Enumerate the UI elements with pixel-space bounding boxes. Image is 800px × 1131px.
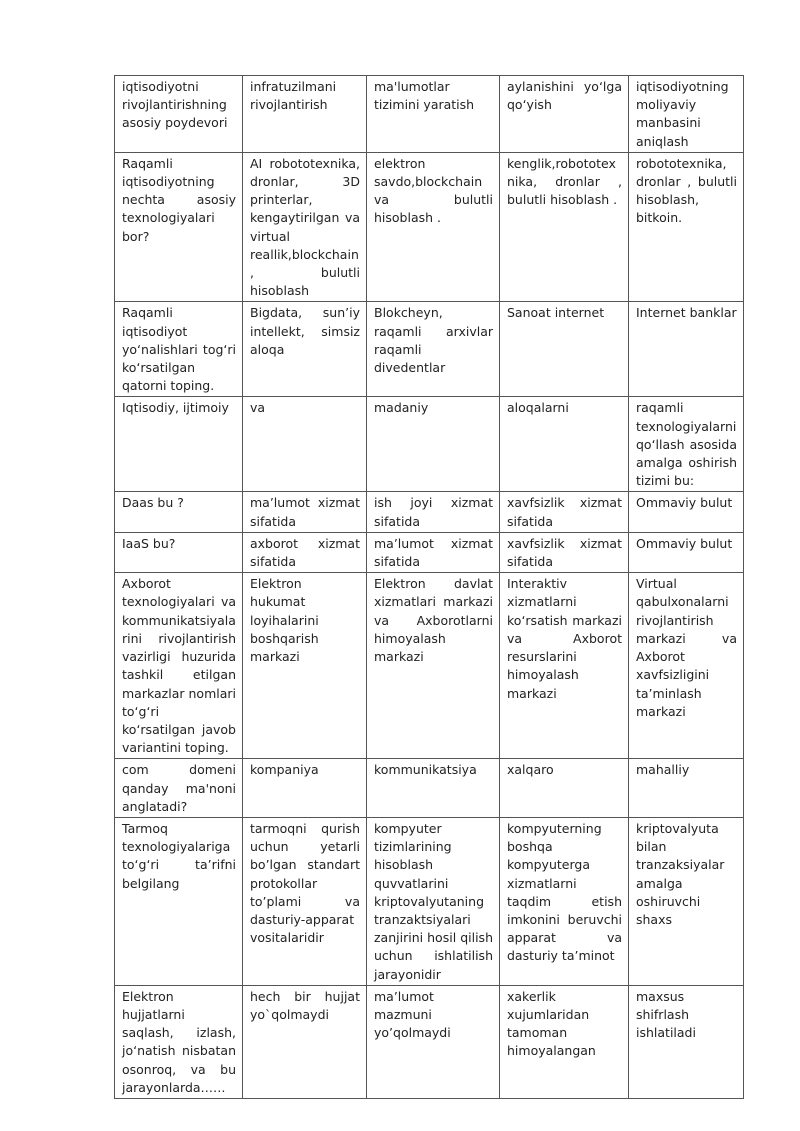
- answer-option-text: xavfsizlik xizmat sifatida: [507, 495, 622, 529]
- answer-option-text: maxsus shifrlash ishlatiladi: [636, 988, 696, 1041]
- answer-option-cell: [500, 302, 629, 397]
- table-row: [115, 985, 744, 1098]
- answer-option-text: Bigdata, sun’iy intellekt, simsiz aloqa: [250, 305, 360, 357]
- answer-option-cell: [629, 76, 744, 153]
- answer-option-cell: [629, 152, 744, 302]
- answer-option-cell: [243, 573, 367, 759]
- answer-option-cell: [243, 492, 367, 532]
- table-row: [115, 573, 744, 759]
- answer-option-cell: [500, 985, 629, 1098]
- answer-option-text: xavfsizlik xizmat sifatida: [507, 535, 622, 570]
- answer-option-cell: [243, 985, 367, 1098]
- answer-option-cell: [629, 985, 744, 1098]
- answer-option-text: va: [250, 400, 266, 416]
- answer-option-text: xakerlik xujumlaridan tamoman himoyalangan: [507, 988, 596, 1059]
- answer-option-cell: [629, 492, 744, 532]
- question-text: Elektron hujjatlarni saqlash, izlash, jo‘natish nisbatan osonroq, va bu jarayonlarda……: [122, 988, 236, 1095]
- question-cell: [115, 817, 243, 985]
- question-cell: [115, 573, 243, 759]
- answer-option-cell: [243, 759, 367, 818]
- answer-option-cell: [629, 302, 744, 397]
- answer-option-text: ish joyi xizmat sifatida: [374, 495, 493, 529]
- answer-option-cell: [500, 76, 629, 153]
- answer-option-cell: [367, 985, 500, 1098]
- answer-option-cell: [500, 817, 629, 985]
- table-row: [115, 152, 744, 302]
- answer-option-cell: [367, 397, 500, 492]
- question-table: [114, 75, 744, 1099]
- table-row: [115, 302, 744, 397]
- answer-option-text: raqamli texnologiyalarni qo‘llash asosida amalga oshirish tizimi bu:: [636, 400, 737, 489]
- question-text: Daas bu ?: [122, 495, 184, 511]
- answer-option-text: Elektron hukumat loyihalarini boshqarish markazi: [250, 576, 319, 665]
- table-row: [115, 532, 744, 572]
- answer-option-cell: [243, 397, 367, 492]
- answer-option-cell: [629, 817, 744, 985]
- answer-option-text: kriptovalyuta bilan tranzaksiyalar amalga oshiruvchi shaxs: [636, 820, 725, 927]
- answer-option-cell: [367, 817, 500, 985]
- answer-option-text: axborot xizmat sifatida: [250, 535, 360, 570]
- question-text: Axborot texnologiyalari va kommunikatsiyalarini rivojlantirish vazirligi huzurida tashkil etilgan markazlar nomlari to‘g‘ri ko‘rsatilgan javob variantini toping.: [122, 576, 236, 756]
- answer-option-cell: [243, 76, 367, 153]
- answer-option-cell: [243, 302, 367, 397]
- answer-option-text: kenglik,robototexnika, dronlar , bulutli hisoblash .: [507, 155, 622, 208]
- question-text: iqtisodiyotni rivojlantirishning asosiy poydevori: [122, 79, 228, 131]
- answer-option-cell: [367, 302, 500, 397]
- answer-option-text: iqtisodiyotning moliyaviy manbasini aniqlash: [636, 79, 729, 149]
- question-text: Raqamli iqtisodiyotning nechta asosiy texnologiyalari bor?: [122, 155, 236, 244]
- answer-option-cell: [629, 759, 744, 818]
- answer-option-text: kommunikatsiya: [374, 762, 477, 778]
- answer-option-text: aylanishini yo‘lga qo‘yish: [507, 79, 622, 113]
- table-row: [115, 817, 744, 985]
- question-cell: [115, 985, 243, 1098]
- answer-option-cell: [629, 573, 744, 759]
- answer-option-cell: [367, 492, 500, 532]
- table-row: [115, 76, 744, 153]
- answer-option-text: madaniy: [374, 400, 429, 416]
- answer-option-text: Interaktiv xizmatlarni ko‘rsatish markazi va Axborot resurslarini himoyalash markazi: [507, 576, 622, 701]
- question-text: Iqtisodiy, ijtimoiy: [122, 400, 229, 416]
- answer-option-cell: [243, 152, 367, 302]
- answer-option-text: Blokcheyn, raqamli arxivlar raqamli divedentlar: [374, 305, 493, 376]
- question-cell: [115, 492, 243, 532]
- answer-option-text: hech bir hujjat yo`qolmaydi: [250, 988, 360, 1022]
- answer-option-text: aloqalarni: [507, 400, 569, 416]
- answer-option-text: ma’lumot xizmat sifatida: [374, 535, 493, 570]
- answer-option-text: kompyuterning boshqa kompyuterga xizmatlarni taqdim etish imkonini beruvchi apparat va dasturiy ta’minot: [507, 820, 622, 964]
- answer-option-text: kompaniya: [250, 762, 319, 778]
- answer-option-text: AI robototexnika, dronlar, 3D printerlar, kengaytirilgan va virtual reallik,blockchain, bulutli hisoblash: [250, 155, 360, 299]
- question-text: Raqamli iqtisodiyot yo‘nalishlari tog‘ri ko‘rsatilgan qatorni toping.: [122, 305, 236, 394]
- answer-option-text: Elektron davlat xizmatlari markazi va Axborotlarni himoyalash markazi: [374, 576, 493, 665]
- table-row: [115, 759, 744, 818]
- answer-option-text: tarmoqni qurish uchun yetarli bo’lgan standart protokollar to’plami va dasturiy-apparat vositalaridir: [250, 820, 360, 946]
- answer-option-text: Ommaviy bulut: [636, 535, 733, 551]
- question-cell: [115, 302, 243, 397]
- answer-option-text: Virtual qabulxonalarni rivojlantirish markazi va Axborot xavfsizligini ta’minlash markazi: [636, 576, 737, 719]
- question-cell: [115, 152, 243, 302]
- answer-option-cell: [367, 573, 500, 759]
- answer-option-cell: [367, 76, 500, 153]
- answer-option-cell: [367, 532, 500, 572]
- answer-option-text: Sanoat internet: [507, 305, 605, 321]
- answer-option-text: ma'lumotlar tizimini yaratish: [374, 79, 475, 113]
- answer-option-text: ma’lumot mazmuni yo’qolmaydi: [374, 988, 451, 1041]
- answer-option-text: infratuzilmani rivojlantirish: [250, 79, 337, 113]
- answer-option-text: xalqaro: [507, 762, 554, 778]
- question-cell: [115, 397, 243, 492]
- answer-option-cell: [629, 397, 744, 492]
- question-table-body: [115, 76, 744, 1099]
- answer-option-cell: [629, 532, 744, 572]
- answer-option-cell: [500, 532, 629, 572]
- question-text: com domeni qanday ma'noni anglatadi?: [122, 762, 236, 814]
- question-text: IaaS bu?: [122, 535, 176, 551]
- answer-option-text: kompyuter tizimlarining hisoblash quvvatlarini kriptovalyutaning tranzaktsiyalari zanjirini hosil qilish uchun ishlatilish jarayonidir: [374, 820, 493, 982]
- answer-option-cell: [500, 573, 629, 759]
- question-cell: [115, 759, 243, 818]
- answer-option-text: ma’lumot xizmat sifatida: [250, 495, 360, 529]
- answer-option-cell: [500, 397, 629, 492]
- table-row: [115, 397, 744, 492]
- question-text: Tarmoq texnologiyalariga to‘g‘ri ta’rifni belgilang: [122, 820, 236, 891]
- answer-option-text: mahalliy: [636, 762, 690, 778]
- answer-option-cell: [500, 492, 629, 532]
- question-cell: [115, 532, 243, 572]
- answer-option-cell: [243, 817, 367, 985]
- answer-option-cell: [500, 759, 629, 818]
- answer-option-text: Internet banklar: [636, 305, 737, 321]
- answer-option-cell: [367, 759, 500, 818]
- answer-option-text: elektron savdo,blockchain va bulutli hisoblash .: [374, 155, 493, 226]
- answer-option-text: robototexnika, dronlar , bulutli hisoblash, bitkoin.: [636, 155, 737, 226]
- answer-option-cell: [243, 532, 367, 572]
- table-row: [115, 492, 744, 532]
- answer-option-text: Ommaviy bulut: [636, 495, 733, 511]
- question-cell: [115, 76, 243, 153]
- answer-option-cell: [367, 152, 500, 302]
- answer-option-cell: [500, 152, 629, 302]
